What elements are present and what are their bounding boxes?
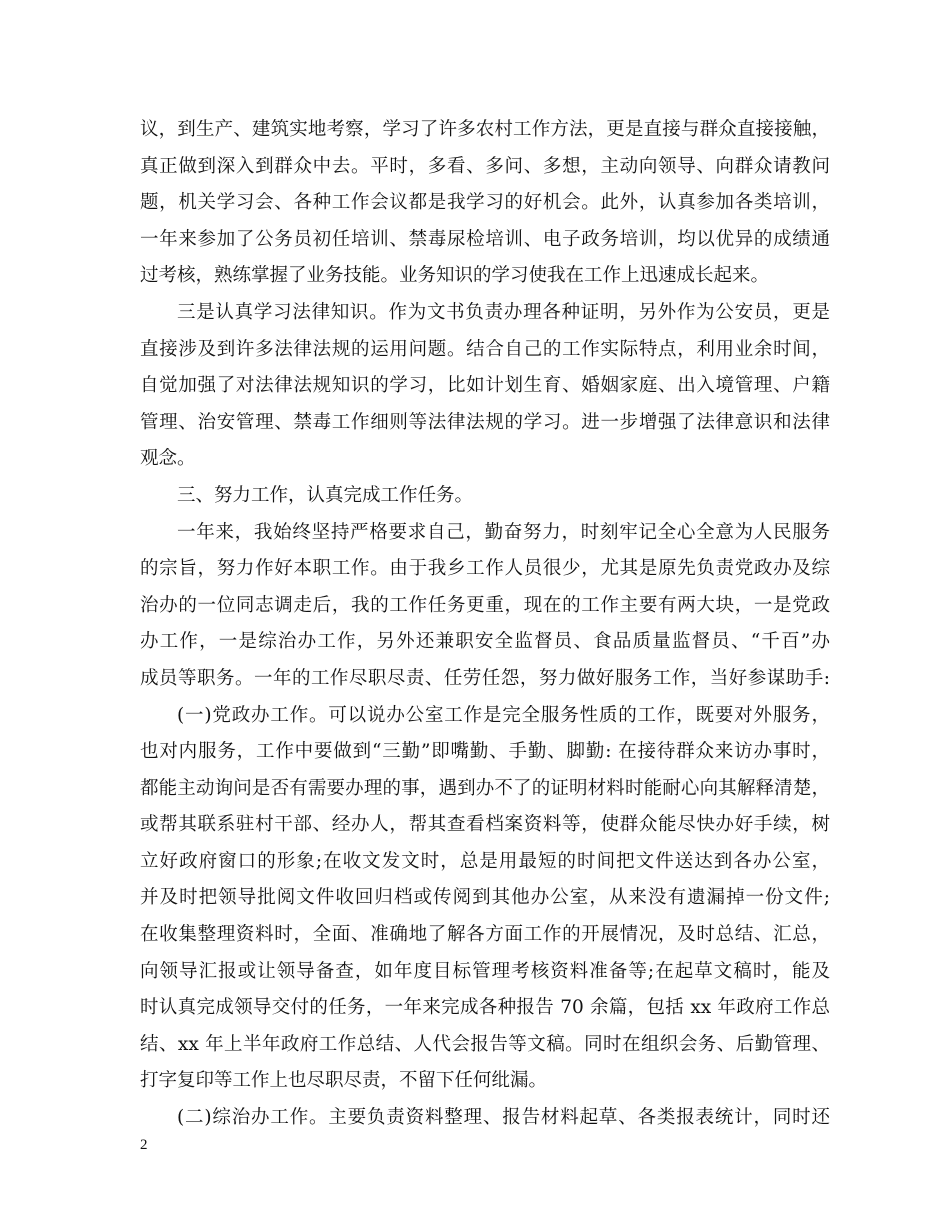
text-line: 一年来参加了公务员初任培训、禁毒尿检培训、电子政务培训，均以优异的成绩通: [140, 228, 830, 250]
text-line: 办工作，一是综治办工作，另外还兼职安全监督员、食品质量监督员、“千百”办: [140, 631, 830, 653]
text-line: 过考核，熟练掌握了业务技能。业务知识的学习使我在工作上迅速成长起来。: [140, 265, 770, 287]
text-line: 向领导汇报或让领导备查，如年度目标管理考核资料准备等;在起草文稿时，能及: [140, 960, 830, 982]
paragraph-first-line: 三是认真学习法律知识。作为文书负责办理各种证明，另外作为公安员，更是: [177, 301, 830, 323]
text-line: 或帮其联系驻村干部、经办人，帮其查看档案资料等，使群众能尽快办好手续，树: [140, 814, 830, 836]
text-line: 打字复印等工作上也尽职尽责，不留下任何纰漏。: [140, 1070, 548, 1092]
text-line: 成员等职务。一年的工作尽职尽责、任劳任怨，努力做好服务工作，当好参谋助手:: [140, 667, 830, 689]
paragraph-first-line: (一)党政办工作。可以说办公室工作是完全服务性质的工作，既要对外服务，: [177, 704, 830, 726]
text-line: 在收集整理资料时，全面、准确地了解各方面工作的开展情况，及时总结、汇总，: [140, 924, 830, 946]
text-line: 题，机关学习会、各种工作会议都是我学习的好机会。此外，认真参加各类培训，: [140, 192, 830, 214]
text-line: 并及时把领导批阅文件收回归档或传阅到其他办公室，从来没有遗漏掉一份文件;: [140, 887, 830, 909]
text-line: 也对内服务，工作中要做到“三勤”即嘴勤、手勤、脚勤: 在接待群众来访办事时，: [140, 741, 830, 763]
text-line: 立好政府窗口的形象;在收文发文时，总是用最短的时间把文件送达到各办公室，: [140, 850, 830, 872]
text-line: 观念。: [140, 448, 196, 470]
text-line: 真正做到深入到群众中去。平时，多看、多问、多想，主动向领导、向群众请教问: [140, 155, 830, 177]
text-line: 都能主动询问是否有需要办理的事，遇到办不了的证明材料时能耐心向其解释清楚，: [140, 777, 830, 799]
text-line: 议，到生产、建筑实地考察，学习了许多农村工作方法，更是直接与群众直接接触，: [140, 119, 830, 140]
paragraph-first-line: (二)综治办工作。主要负责资料整理、报告材料起草、各类报表统计，同时还: [177, 1107, 830, 1129]
text-line: 结、xx 年上半年政府工作总结、人代会报告等文稿。同时在组织会务、后勤管理、: [140, 1033, 830, 1055]
text-line: 管理、治安管理、禁毒工作细则等法律法规的学习。进一步增强了法律意识和法律: [140, 411, 830, 433]
text-line: 直接涉及到许多法律法规的运用问题。结合自己的工作实际特点，利用业余时间，: [140, 338, 830, 360]
text-line: 治办的一位同志调走后，我的工作任务更重，现在的工作主要有两大块，一是党政: [140, 594, 830, 616]
text-line: 自觉加强了对法律法规知识的学习，比如计划生育、婚姻家庭、出入境管理、户籍: [140, 375, 830, 397]
document-body: [140, 112, 830, 1137]
text-line: 时认真完成领导交付的任务，一年来完成各种报告 70 余篇，包括 xx 年政府工作总: [140, 997, 830, 1019]
text-line: 的宗旨，努力作好本职工作。由于我乡工作人员很少，尤其是原先负责党政办及综: [140, 558, 830, 580]
paragraph-first-line: 一年来，我始终坚持严格要求自己，勤奋努力，时刻牢记全心全意为人民服务: [177, 521, 830, 543]
page-number: 2: [140, 1137, 148, 1153]
section-heading: 三、努力工作，认真完成工作任务。: [177, 484, 474, 506]
